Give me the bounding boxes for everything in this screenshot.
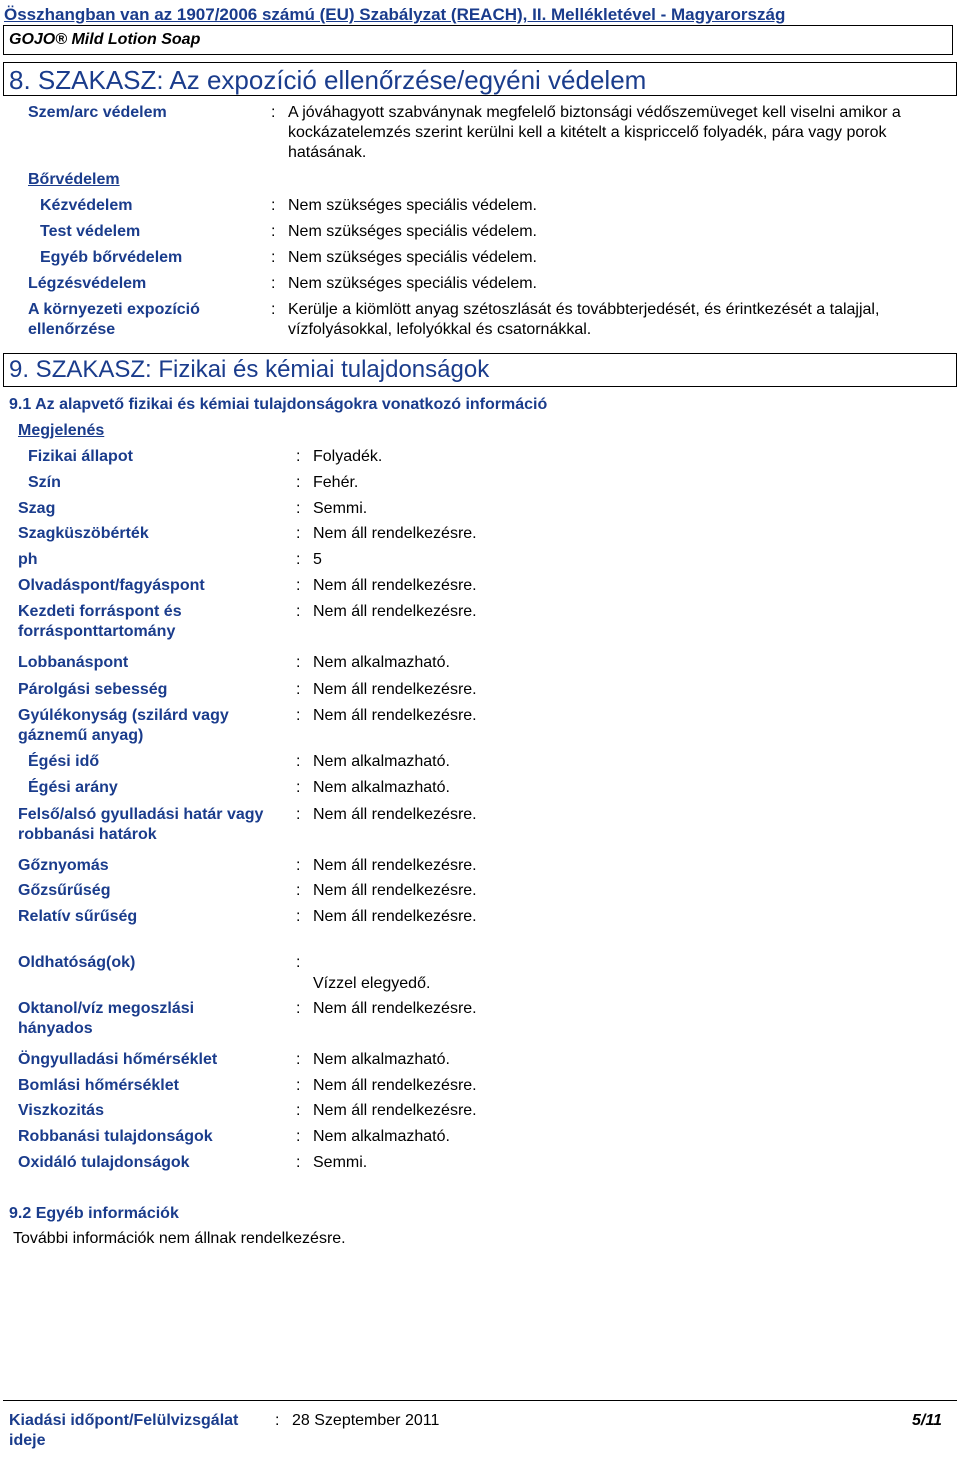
colon: :: [296, 1128, 301, 1145]
burning-time-label: Égési idő: [28, 753, 100, 770]
footer-date-label: Kiadási időpont/Felülvizsgálat ideje: [9, 1412, 239, 1449]
flash-point-label: Lobbanáspont: [18, 654, 129, 671]
colon: :: [296, 1154, 301, 1171]
other-info-text: További információk nem állnak rendelkezésre.: [13, 1230, 346, 1247]
physical-state-label: Fizikai állapot: [28, 448, 133, 465]
vapor-density-label: Gőzsűrűség: [18, 882, 111, 899]
other-skin-protection-label: Egyéb bőrvédelem: [40, 249, 183, 266]
colon: :: [296, 707, 301, 724]
colon: :: [271, 197, 276, 214]
colon: :: [271, 223, 276, 240]
colon: :: [271, 275, 276, 292]
section9-1-title: 9.1 Az alapvető fizikai és kémiai tulajdonságokra vonatkozó információ: [9, 396, 548, 413]
colon: :: [296, 1000, 301, 1017]
odor-value: Semmi.: [313, 500, 368, 517]
section9-heading-box: [3, 353, 957, 387]
colon: :: [271, 104, 276, 121]
regulation-title: Összhangban van az 1907/2006 számú (EU) Szabályzat (REACH), II. Mellékletével - Magyarország: [4, 5, 786, 24]
colon: :: [296, 857, 301, 874]
environmental-exposure-label: A környezeti expozíció ellenőrzése: [28, 301, 200, 338]
autoignition-label: Öngyulladási hőmérséklet: [18, 1051, 218, 1068]
colon: :: [296, 551, 301, 568]
colon: :: [275, 1412, 280, 1429]
odor-threshold-label: Szagküszöbérték: [18, 525, 149, 542]
vapor-pressure-value: Nem áll rendelkezésre.: [313, 857, 477, 874]
vapor-density-value: Nem áll rendelkezésre.: [313, 882, 477, 899]
odor-threshold-value: Nem áll rendelkezésre.: [313, 525, 477, 542]
odor-label: Szag: [18, 500, 56, 517]
section8-heading-box: [3, 62, 957, 96]
solubility-label: Oldhatóság(ok): [18, 954, 136, 971]
section9-title: 9. SZAKASZ: Fizikai és kémiai tulajdonságok: [9, 356, 490, 383]
colon: :: [296, 500, 301, 517]
colon: :: [296, 681, 301, 698]
colon: :: [296, 577, 301, 594]
color-value: Fehér.: [313, 474, 359, 491]
colon: :: [296, 954, 301, 971]
eye-protection-label: Szem/arc védelem: [28, 104, 167, 121]
product-name-box: [3, 25, 953, 55]
colon: :: [296, 603, 301, 620]
section9-2-title: 9.2 Egyéb információk: [9, 1205, 179, 1222]
colon: :: [296, 753, 301, 770]
boiling-point-value: Nem áll rendelkezésre.: [313, 603, 477, 620]
relative-density-value: Nem áll rendelkezésre.: [313, 908, 477, 925]
other-skin-protection-value: Nem szükséges speciális védelem.: [288, 249, 537, 266]
colon: :: [296, 1051, 301, 1068]
burning-rate-label: Égési arány: [28, 779, 118, 796]
autoignition-value: Nem alkalmazható.: [313, 1051, 450, 1068]
burning-rate-value: Nem alkalmazható.: [313, 779, 450, 796]
body-protection-label: Test védelem: [40, 223, 141, 240]
respiratory-protection-label: Légzésvédelem: [28, 275, 147, 292]
solubility-value: Vízzel elegyedő.: [313, 975, 431, 992]
ph-value: 5: [313, 551, 322, 568]
eye-protection-value: A jóváhagyott szabványnak megfelelő biztonsági védőszemüveget kell viselni amikor a kockázatelemzés szerint kerülni kell a kitételt a kispriccelő folyadék, pára vagy porok hatásának.: [288, 104, 901, 161]
evaporation-rate-label: Párolgási sebesség: [18, 681, 168, 698]
environmental-exposure-value: Kerülje a kiömlött anyag szétoszlását és továbbterjedését, és érintkezését a talajjal, vízfolyásokkal, lefolyókkal és csatornákkal.: [288, 301, 880, 338]
viscosity-label: Viszkozitás: [18, 1102, 104, 1119]
evaporation-rate-value: Nem áll rendelkezésre.: [313, 681, 477, 698]
colon: :: [296, 1102, 301, 1119]
flammability-label: Gyúlékonyság (szilárd vagy gáznemű anyag): [18, 707, 229, 744]
hand-protection-value: Nem szükséges speciális védelem.: [288, 197, 537, 214]
colon: :: [296, 779, 301, 796]
melting-point-value: Nem áll rendelkezésre.: [313, 577, 477, 594]
oxidizing-properties-label: Oxidáló tulajdonságok: [18, 1154, 190, 1171]
partition-coefficient-label: Oktanol/víz megoszlási hányados: [18, 1000, 195, 1037]
melting-point-label: Olvadáspont/fagyáspont: [18, 577, 205, 594]
flammability-value: Nem áll rendelkezésre.: [313, 707, 477, 724]
decomposition-label: Bomlási hőmérséklet: [18, 1077, 179, 1094]
explosive-limits-label: Felső/alsó gyulladási határ vagy robbanási határok: [18, 806, 264, 843]
explosive-properties-value: Nem alkalmazható.: [313, 1128, 450, 1145]
colon: :: [296, 908, 301, 925]
page-number: 5/11: [912, 1412, 942, 1429]
colon: :: [271, 249, 276, 266]
respiratory-protection-value: Nem szükséges speciális védelem.: [288, 275, 537, 292]
colon: :: [296, 806, 301, 823]
color-label: Szín: [28, 474, 61, 491]
colon: :: [296, 448, 301, 465]
decomposition-value: Nem áll rendelkezésre.: [313, 1077, 477, 1094]
product-name: GOJO® Mild Lotion Soap: [9, 31, 201, 48]
colon: :: [296, 1077, 301, 1094]
explosive-properties-label: Robbanási tulajdonságok: [18, 1128, 213, 1145]
physical-state-value: Folyadék.: [313, 448, 383, 465]
colon: :: [296, 654, 301, 671]
vapor-pressure-label: Gőznyomás: [18, 857, 109, 874]
hand-protection-label: Kézvédelem: [40, 197, 133, 214]
colon: :: [296, 882, 301, 899]
boiling-point-label: Kezdeti forráspont és forrásponttartomány: [18, 603, 182, 640]
colon: :: [271, 301, 276, 318]
skin-protection-label: Bőrvédelem: [28, 171, 120, 188]
footer-date: 28 Szeptember 2011: [292, 1412, 440, 1429]
appearance-label: Megjelenés: [18, 422, 105, 439]
ph-label: ph: [18, 551, 38, 568]
section8-title: 8. SZAKASZ: Az expozíció ellenőrzése/egyéni védelem: [9, 65, 647, 95]
explosive-limits-value: Nem áll rendelkezésre.: [313, 806, 477, 823]
flash-point-value: Nem alkalmazható.: [313, 654, 450, 671]
colon: :: [296, 525, 301, 542]
partition-coefficient-value: Nem áll rendelkezésre.: [313, 1000, 477, 1017]
burning-time-value: Nem alkalmazható.: [313, 753, 450, 770]
body-protection-value: Nem szükséges speciális védelem.: [288, 223, 537, 240]
colon: :: [296, 474, 301, 491]
footer-divider: [3, 1400, 957, 1401]
relative-density-label: Relatív sűrűség: [18, 908, 138, 925]
oxidizing-properties-value: Semmi.: [313, 1154, 368, 1171]
viscosity-value: Nem áll rendelkezésre.: [313, 1102, 477, 1119]
